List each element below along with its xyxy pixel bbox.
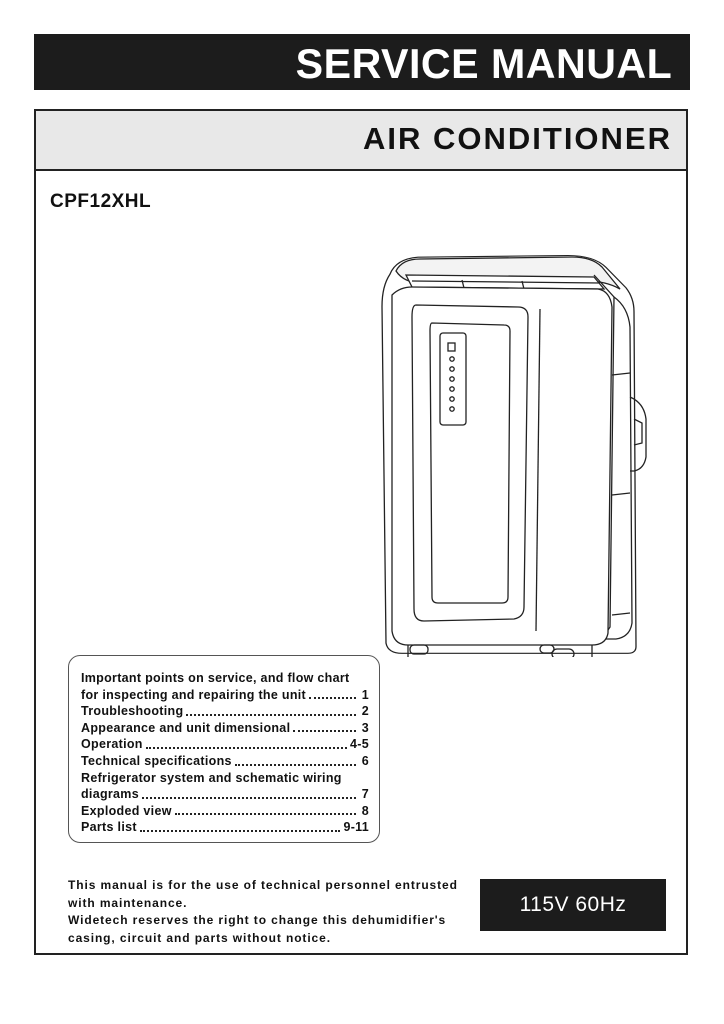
toc-page: 8 <box>361 803 369 818</box>
toc-page: 2 <box>361 704 369 719</box>
toc-label: Appearance and unit dimensional <box>81 720 291 735</box>
toc-item-operation <box>81 736 369 753</box>
toc-item-appearance <box>81 720 369 737</box>
toc-page: 9-11 <box>343 820 369 835</box>
toc-wrapped-line: Refrigerator system and schematic wiring <box>81 770 342 785</box>
toc-label: diagrams <box>81 787 139 802</box>
notice-line: with maintenance. <box>68 895 188 910</box>
toc-heading-line: Important points on service, and flow chart <box>81 671 350 685</box>
notice-line: casing, circuit and parts without notice. <box>68 930 331 945</box>
cover-frame <box>34 109 688 955</box>
model-number: CPF12XHL <box>50 191 152 212</box>
toc-item-troubleshooting <box>81 703 369 720</box>
toc-page: 3 <box>361 720 369 735</box>
title-bar <box>34 34 690 90</box>
toc-item-parts-list <box>81 819 369 836</box>
voltage-badge: 115V 60Hz <box>480 879 666 931</box>
subtitle-band <box>36 111 686 171</box>
toc-item-inspecting <box>81 687 369 704</box>
toc-page: 4-5 <box>350 737 369 752</box>
toc-page: 1 <box>361 687 369 702</box>
notice-line: This manual is for the use of technical personnel entrusted <box>68 878 458 892</box>
toc-page: 7 <box>361 787 369 802</box>
table-of-contents <box>68 655 380 843</box>
manual-title: SERVICE MANUAL <box>295 40 672 87</box>
toc-label: Parts list <box>81 820 137 835</box>
toc-item-diagrams <box>81 786 369 803</box>
toc-label: Operation <box>81 737 143 752</box>
toc-label: Exploded view <box>81 803 172 818</box>
toc-label: Technical specifications <box>81 753 232 768</box>
toc-item-specifications <box>81 753 369 770</box>
air-conditioner-illustration <box>372 247 672 657</box>
toc-page: 6 <box>361 753 369 768</box>
toc-label: for inspecting and repairing the unit <box>81 687 306 702</box>
toc-label: Troubleshooting <box>81 704 184 719</box>
notice-line: Widetech reserves the right to change this dehumidifier's <box>68 913 447 927</box>
notice-text <box>68 877 478 947</box>
product-category: AIR CONDITIONER <box>363 121 672 156</box>
toc-item-exploded-view <box>81 803 369 820</box>
